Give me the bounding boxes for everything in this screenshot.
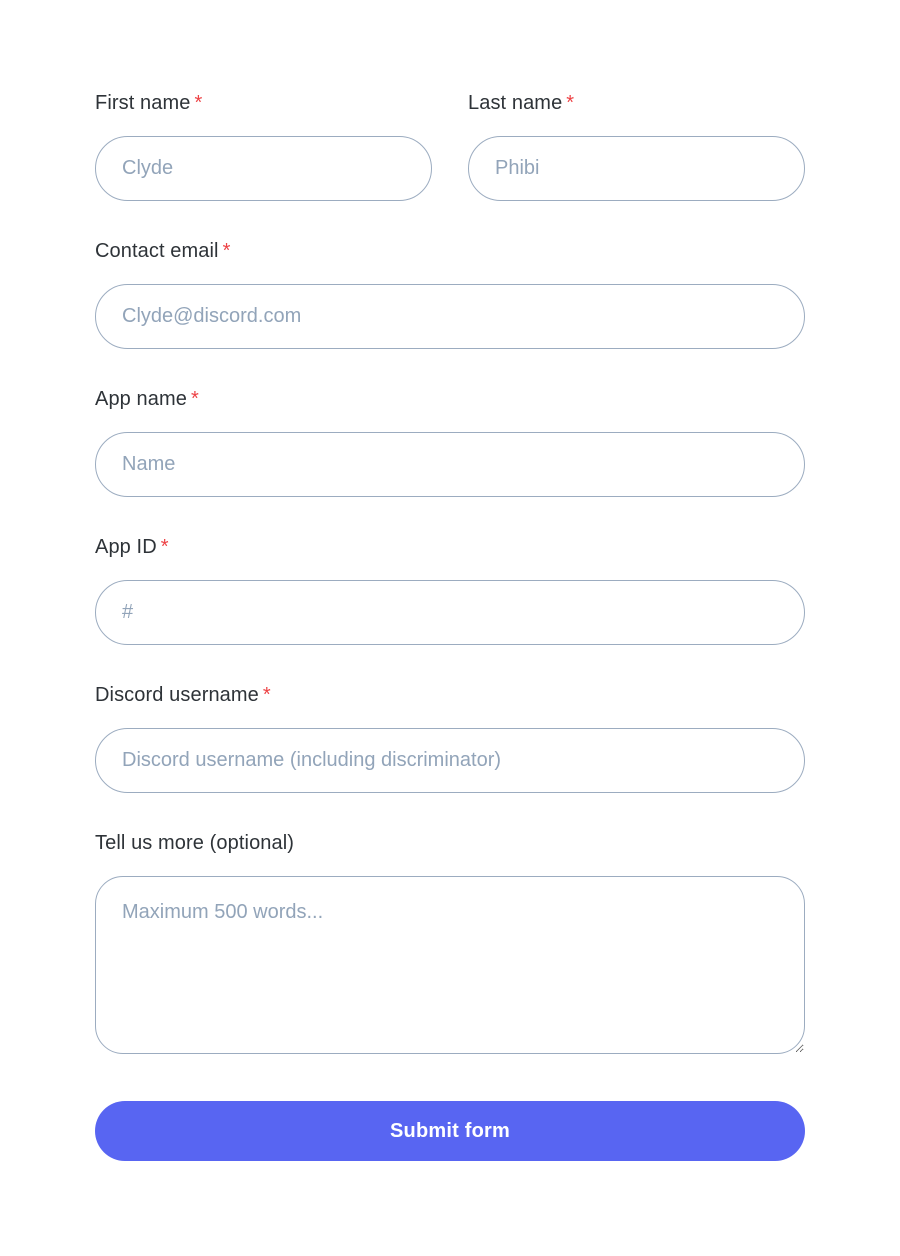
- discord-username-input[interactable]: [95, 728, 805, 793]
- required-asterisk: *: [190, 388, 199, 410]
- app-id-label: [95, 537, 805, 557]
- contact-email-label: [95, 241, 805, 261]
- first-name-label: [95, 93, 432, 113]
- required-asterisk: *: [566, 92, 575, 114]
- required-asterisk: *: [194, 92, 203, 114]
- contact-email-input[interactable]: [95, 284, 805, 349]
- required-asterisk: *: [160, 536, 169, 558]
- first-name-label-text: First name: [95, 92, 191, 114]
- last-name-label-text: Last name: [468, 92, 563, 114]
- app-name-label-text: App name: [95, 388, 187, 410]
- app-name-field-group: [95, 389, 805, 497]
- discord-username-label: [95, 685, 805, 705]
- required-asterisk: *: [222, 240, 231, 262]
- tell-us-more-label: [95, 833, 805, 853]
- tell-us-more-label-text: Tell us more (optional): [95, 832, 295, 854]
- app-id-field-group: [95, 537, 805, 645]
- last-name-field-group: [468, 93, 805, 201]
- tell-us-more-field-group: [95, 833, 805, 1054]
- app-id-input[interactable]: [95, 580, 805, 645]
- required-asterisk: *: [262, 684, 271, 706]
- contact-email-field-group: [95, 241, 805, 349]
- discord-username-field-group: [95, 685, 805, 793]
- app-name-input[interactable]: [95, 432, 805, 497]
- first-name-field-group: [95, 93, 432, 201]
- app-id-label-text: App ID: [95, 536, 157, 558]
- first-name-input[interactable]: [95, 136, 432, 201]
- name-fields-row: [95, 93, 805, 201]
- tell-us-more-textarea[interactable]: [95, 876, 805, 1054]
- submit-button[interactable]: Submit form: [95, 1101, 805, 1161]
- last-name-input[interactable]: [468, 136, 805, 201]
- last-name-label: [468, 93, 805, 113]
- discord-username-label-text: Discord username: [95, 684, 259, 706]
- app-name-label: [95, 389, 805, 409]
- contact-email-label-text: Contact email: [95, 240, 219, 262]
